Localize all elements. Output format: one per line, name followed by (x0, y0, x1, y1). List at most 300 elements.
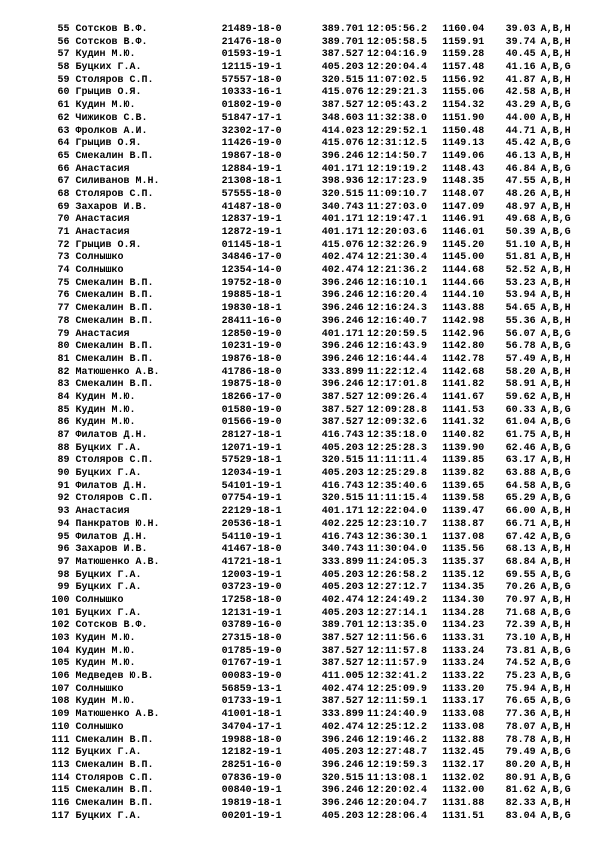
ring-number: 01785-19-0 (221, 645, 282, 657)
percentile: 69.55 (505, 569, 536, 581)
distance: 389.701 (321, 36, 364, 48)
speed: 1134.23 (442, 620, 485, 632)
distance: 396.246 (321, 303, 364, 315)
table-row (28, 290, 588, 303)
participant-name: Кудин М.Ю. (75, 696, 136, 708)
ring-number: 00083-19-0 (221, 671, 282, 683)
participant-name: Буцких Г.А. (75, 810, 142, 822)
ring-number: 03789-16-0 (221, 620, 282, 632)
distance: 396.246 (321, 277, 364, 289)
table-row (28, 785, 588, 798)
category-flags: A,B,G (540, 810, 571, 822)
participant-name: Смекалин В.П. (75, 759, 154, 771)
participant-name: Буцких Г.А. (75, 747, 142, 759)
ring-number: 01733-19-1 (221, 696, 282, 708)
distance: 396.246 (321, 797, 364, 809)
speed: 1132.88 (442, 734, 485, 746)
arrival-time: 12:16:44.4 (366, 353, 427, 365)
place-number: 72 (57, 239, 70, 251)
percentile: 74.52 (505, 658, 536, 670)
distance: 387.527 (321, 633, 364, 644)
arrival-time: 11:32:38.0 (366, 112, 427, 124)
table-row (28, 798, 588, 811)
speed: 1159.91 (442, 36, 485, 48)
category-flags: A,B,H (540, 74, 571, 86)
results-table (28, 24, 588, 823)
place-number: 99 (57, 582, 70, 594)
arrival-time: 12:05:56.2 (366, 24, 427, 35)
table-row (28, 316, 588, 329)
speed: 1159.28 (442, 49, 485, 61)
percentile: 79.49 (505, 747, 536, 759)
ring-number: 12034-19-1 (221, 468, 282, 480)
distance: 405.203 (321, 810, 364, 822)
percentile: 53.23 (505, 277, 536, 289)
speed: 1142.80 (442, 341, 485, 353)
distance: 402.474 (321, 252, 364, 264)
participant-name: Грыцив О.Я. (75, 87, 142, 99)
table-row (28, 519, 588, 532)
speed: 1139.90 (442, 442, 485, 454)
place-number: 87 (57, 430, 70, 441)
participant-name: Филатов Д.Н. (75, 480, 148, 492)
speed: 1132.17 (442, 759, 485, 771)
percentile: 80.20 (505, 759, 536, 771)
speed: 1139.82 (442, 468, 485, 480)
percentile: 56.07 (505, 328, 536, 340)
participant-name: Кудин М.Ю. (75, 658, 136, 670)
place-number: 81 (57, 353, 70, 365)
category-flags: A,B,H (540, 24, 571, 35)
percentile: 66.71 (505, 518, 536, 530)
place-number: 93 (57, 506, 70, 518)
speed: 1155.06 (442, 87, 485, 99)
category-flags: A,B,H (540, 391, 571, 403)
speed: 1135.56 (442, 544, 485, 556)
arrival-time: 12:16:43.9 (366, 341, 427, 353)
arrival-time: 12:09:32.6 (366, 417, 427, 429)
ring-number: 41467-18-0 (221, 544, 282, 556)
category-flags: A,B,G (540, 747, 571, 759)
distance: 387.527 (321, 404, 364, 416)
participant-name: Смекалин В.П. (75, 303, 154, 315)
distance: 414.023 (321, 125, 364, 137)
ring-number: 01566-19-0 (221, 417, 282, 429)
arrival-time: 11:11:15.4 (366, 493, 427, 505)
ring-number: 34846-17-0 (221, 252, 282, 264)
category-flags: A,B,G (540, 493, 571, 505)
arrival-time: 12:20:59.5 (366, 328, 427, 340)
participant-name: Смекалин В.П. (75, 379, 154, 391)
participant-name: Кудин М.Ю. (75, 404, 136, 416)
distance: 405.203 (321, 569, 364, 581)
speed: 1133.22 (442, 671, 485, 683)
distance: 402.225 (321, 518, 364, 530)
distance: 396.246 (321, 150, 364, 162)
table-row (28, 557, 588, 570)
category-flags: A,B,G (540, 569, 571, 581)
participant-name: Столяров С.П. (75, 74, 154, 86)
arrival-time: 12:16:10.1 (366, 277, 427, 289)
ring-number: 41001-18-1 (221, 709, 282, 721)
category-flags: A,B,G (540, 404, 571, 416)
place-number: 84 (57, 391, 70, 403)
distance: 416.743 (321, 480, 364, 492)
place-number: 60 (57, 87, 70, 99)
participant-name: Медведев Ю.В. (75, 671, 154, 683)
place-number: 61 (57, 100, 70, 112)
arrival-time: 12:04:16.9 (366, 49, 427, 61)
category-flags: A,B,G (540, 531, 571, 543)
participant-name: Грыцив О.Я. (75, 239, 142, 251)
ring-number: 22129-18-1 (221, 506, 282, 518)
speed: 1154.32 (442, 100, 485, 112)
speed: 1131.51 (442, 810, 485, 822)
participant-name: Анастасия (75, 506, 130, 518)
arrival-time: 12:32:41.2 (366, 671, 427, 683)
percentile: 78.07 (505, 721, 536, 733)
table-row (28, 329, 588, 342)
place-number: 108 (51, 696, 70, 708)
ring-number: 12131-19-1 (221, 607, 282, 619)
ring-number: 00840-19-1 (221, 785, 282, 797)
category-flags: A,B,H (540, 36, 571, 48)
distance: 333.899 (321, 366, 364, 378)
table-row (28, 138, 588, 151)
distance: 405.203 (321, 62, 364, 74)
place-number: 111 (51, 734, 70, 746)
arrival-time: 12:16:24.3 (366, 303, 427, 315)
ring-number: 03723-19-0 (221, 582, 282, 594)
distance: 405.203 (321, 468, 364, 480)
speed: 1133.24 (442, 645, 485, 657)
category-flags: A,B,G (540, 214, 571, 226)
place-number: 96 (57, 544, 70, 556)
table-row (28, 747, 588, 760)
speed: 1138.87 (442, 518, 485, 530)
speed: 1141.53 (442, 404, 485, 416)
arrival-time: 12:22:04.0 (366, 506, 427, 518)
participant-name: Кудин М.Ю. (75, 100, 136, 112)
speed: 1143.88 (442, 303, 485, 315)
distance: 401.171 (321, 506, 364, 518)
arrival-time: 12:11:56.6 (366, 633, 427, 644)
participant-name: Анастасия (75, 227, 130, 238)
participant-name: Анастасия (75, 328, 130, 340)
arrival-time: 12:20:04.7 (366, 797, 427, 809)
arrival-time: 12:19:59.3 (366, 759, 427, 771)
percentile: 50.39 (505, 227, 536, 238)
distance: 416.743 (321, 430, 364, 441)
distance: 405.203 (321, 607, 364, 619)
percentile: 61.75 (505, 430, 536, 441)
percentile: 59.62 (505, 391, 536, 403)
participant-name: Кудин М.Ю. (75, 391, 136, 403)
place-number: 91 (57, 480, 70, 492)
ring-number: 01580-19-0 (221, 404, 282, 416)
ring-number: 21308-18-1 (221, 176, 282, 188)
arrival-time: 11:30:04.0 (366, 544, 427, 556)
table-row (28, 113, 588, 126)
place-number: 107 (51, 683, 70, 695)
distance: 416.743 (321, 531, 364, 543)
category-flags: A,B,H (540, 797, 571, 809)
distance: 387.527 (321, 417, 364, 429)
table-row (28, 773, 588, 786)
distance: 396.246 (321, 379, 364, 391)
distance: 320.515 (321, 74, 364, 86)
ring-number: 12354-14-0 (221, 265, 282, 277)
category-flags: A,B,G (540, 163, 571, 175)
category-flags: A,B,G (540, 785, 571, 797)
distance: 396.246 (321, 315, 364, 327)
ring-number: 12182-19-1 (221, 747, 282, 759)
percentile: 48.26 (505, 188, 536, 200)
distance: 396.246 (321, 759, 364, 771)
place-number: 103 (51, 633, 70, 644)
ring-number: 12003-19-1 (221, 569, 282, 581)
place-number: 77 (57, 303, 70, 315)
percentile: 63.17 (505, 455, 536, 467)
table-row (28, 87, 588, 100)
distance: 398.936 (321, 176, 364, 188)
category-flags: A,B,H (540, 112, 571, 124)
arrival-time: 12:32:26.9 (366, 239, 427, 251)
speed: 1134.30 (442, 594, 485, 606)
distance: 401.171 (321, 328, 364, 340)
percentile: 44.00 (505, 112, 536, 124)
table-row (28, 417, 588, 430)
place-number: 114 (51, 772, 70, 784)
table-row (28, 75, 588, 88)
table-row (28, 189, 588, 202)
percentile: 53.94 (505, 290, 536, 302)
percentile: 67.42 (505, 531, 536, 543)
speed: 1149.06 (442, 150, 485, 162)
speed: 1149.13 (442, 138, 485, 150)
ring-number: 12115-19-1 (221, 62, 282, 74)
distance: 387.527 (321, 49, 364, 61)
percentile: 73.81 (505, 645, 536, 657)
table-row (28, 735, 588, 748)
table-row (28, 278, 588, 291)
percentile: 41.16 (505, 62, 536, 74)
arrival-time: 12:31:12.5 (366, 138, 427, 150)
percentile: 80.91 (505, 772, 536, 784)
ring-number: 18266-17-0 (221, 391, 282, 403)
table-row (28, 62, 588, 75)
table-row (28, 405, 588, 418)
distance: 340.743 (321, 544, 364, 556)
percentile: 68.84 (505, 556, 536, 568)
table-row (28, 570, 588, 583)
category-flags: A,B,H (540, 721, 571, 733)
speed: 1134.28 (442, 607, 485, 619)
table-row (28, 240, 588, 253)
category-flags: A,B,H (540, 506, 571, 518)
arrival-time: 12:17:23.9 (366, 176, 427, 188)
place-number: 110 (51, 721, 70, 733)
arrival-time: 11:07:02.5 (366, 74, 427, 86)
ring-number: 32302-17-0 (221, 125, 282, 137)
table-row (28, 126, 588, 139)
arrival-time: 11:22:12.4 (366, 366, 427, 378)
speed: 1139.58 (442, 493, 485, 505)
place-number: 94 (57, 518, 70, 530)
distance: 387.527 (321, 100, 364, 112)
distance: 401.171 (321, 227, 364, 238)
place-number: 68 (57, 188, 70, 200)
speed: 1135.37 (442, 556, 485, 568)
place-number: 100 (51, 594, 70, 606)
distance: 405.203 (321, 442, 364, 454)
category-flags: A,B,H (540, 176, 571, 188)
arrival-time: 12:11:59.1 (366, 696, 427, 708)
category-flags: A,B,H (540, 556, 571, 568)
participant-name: Фролков А.И. (75, 125, 148, 137)
distance: 402.474 (321, 594, 364, 606)
distance: 402.474 (321, 265, 364, 277)
table-row (28, 24, 588, 37)
arrival-time: 12:36:30.1 (366, 531, 427, 543)
ring-number: 28411-16-0 (221, 315, 282, 327)
percentile: 75.23 (505, 671, 536, 683)
speed: 1150.48 (442, 125, 485, 137)
place-number: 62 (57, 112, 70, 124)
place-number: 65 (57, 150, 70, 162)
arrival-time: 12:21:36.2 (366, 265, 427, 277)
percentile: 46.13 (505, 150, 536, 162)
ring-number: 19875-18-0 (221, 379, 282, 391)
ring-number: 57555-18-0 (221, 188, 282, 200)
category-flags: A,B,G (540, 100, 571, 112)
speed: 1133.31 (442, 633, 485, 644)
place-number: 98 (57, 569, 70, 581)
distance: 389.701 (321, 620, 364, 632)
speed: 1132.45 (442, 747, 485, 759)
speed: 1142.68 (442, 366, 485, 378)
arrival-time: 12:16:40.7 (366, 315, 427, 327)
ring-number: 19752-18-0 (221, 277, 282, 289)
category-flags: A,B,H (540, 455, 571, 467)
ring-number: 54110-19-1 (221, 531, 282, 543)
speed: 1137.08 (442, 531, 485, 543)
percentile: 40.45 (505, 49, 536, 61)
participant-name: Смекалин В.П. (75, 341, 154, 353)
ring-number: 28127-18-1 (221, 430, 282, 441)
percentile: 43.29 (505, 100, 536, 112)
participant-name: Кудин М.Ю. (75, 417, 136, 429)
ring-number: 57529-18-1 (221, 455, 282, 467)
table-row (28, 481, 588, 494)
table-row (28, 49, 588, 62)
arrival-time: 12:24:49.2 (366, 594, 427, 606)
participant-name: Панкратов Ю.Н. (75, 518, 160, 530)
category-flags: A,B,G (540, 645, 571, 657)
category-flags: A,B,H (540, 709, 571, 721)
speed: 1156.92 (442, 74, 485, 86)
category-flags: A,B,H (540, 49, 571, 61)
percentile: 65.29 (505, 493, 536, 505)
table-row (28, 151, 588, 164)
percentile: 51.10 (505, 239, 536, 251)
category-flags: A,B,G (540, 138, 571, 150)
arrival-time: 12:19:19.2 (366, 163, 427, 175)
place-number: 55 (57, 24, 70, 35)
participant-name: Сотсков В.Ф. (75, 24, 148, 35)
speed: 1141.67 (442, 391, 485, 403)
category-flags: A,B,G (540, 696, 571, 708)
arrival-time: 11:11:11.4 (366, 455, 427, 467)
arrival-time: 12:09:26.4 (366, 391, 427, 403)
ring-number: 12884-19-1 (221, 163, 282, 175)
arrival-time: 12:05:58.5 (366, 36, 427, 48)
participant-name: Смекалин В.П. (75, 734, 154, 746)
table-row (28, 176, 588, 189)
arrival-time: 11:27:03.0 (366, 201, 427, 213)
place-number: 86 (57, 417, 70, 429)
category-flags: A,B,H (540, 366, 571, 378)
distance: 402.474 (321, 721, 364, 733)
arrival-time: 12:29:21.3 (366, 87, 427, 99)
ring-number: 10231-19-0 (221, 341, 282, 353)
ring-number: 19819-18-1 (221, 797, 282, 809)
category-flags: A,B,G (540, 582, 571, 594)
participant-name: Столяров С.П. (75, 455, 154, 467)
place-number: 69 (57, 201, 70, 213)
place-number: 59 (57, 74, 70, 86)
percentile: 39.74 (505, 36, 536, 48)
arrival-time: 11:24:40.9 (366, 709, 427, 721)
ring-number: 01802-19-0 (221, 100, 282, 112)
table-row (28, 443, 588, 456)
ring-number: 11426-19-0 (221, 138, 282, 150)
category-flags: A,B,G (540, 671, 571, 683)
participant-name: Смекалин В.П. (75, 290, 154, 302)
ring-number: 01145-18-1 (221, 239, 282, 251)
arrival-time: 12:26:58.2 (366, 569, 427, 581)
percentile: 57.49 (505, 353, 536, 365)
percentile: 63.88 (505, 468, 536, 480)
distance: 396.246 (321, 734, 364, 746)
participant-name: Смекалин В.П. (75, 150, 154, 162)
speed: 1144.10 (442, 290, 485, 302)
place-number: 71 (57, 227, 70, 238)
percentile: 68.13 (505, 544, 536, 556)
ring-number: 01593-19-1 (221, 49, 282, 61)
table-row (28, 252, 588, 265)
table-row (28, 684, 588, 697)
arrival-time: 12:21:30.4 (366, 252, 427, 264)
table-row (28, 671, 588, 684)
distance: 387.527 (321, 645, 364, 657)
participant-name: Буцких Г.А. (75, 442, 142, 454)
category-flags: A,B,H (540, 201, 571, 213)
place-number: 115 (51, 785, 70, 797)
place-number: 70 (57, 214, 70, 226)
category-flags: A,B,H (540, 87, 571, 99)
participant-name: Смекалин В.П. (75, 797, 154, 809)
ring-number: 56859-13-1 (221, 683, 282, 695)
table-row (28, 658, 588, 671)
percentile: 49.68 (505, 214, 536, 226)
category-flags: A,B,H (540, 315, 571, 327)
table-row (28, 633, 588, 646)
percentile: 51.81 (505, 252, 536, 264)
speed: 1133.24 (442, 658, 485, 670)
distance: 348.603 (321, 112, 364, 124)
percentile: 75.94 (505, 683, 536, 695)
